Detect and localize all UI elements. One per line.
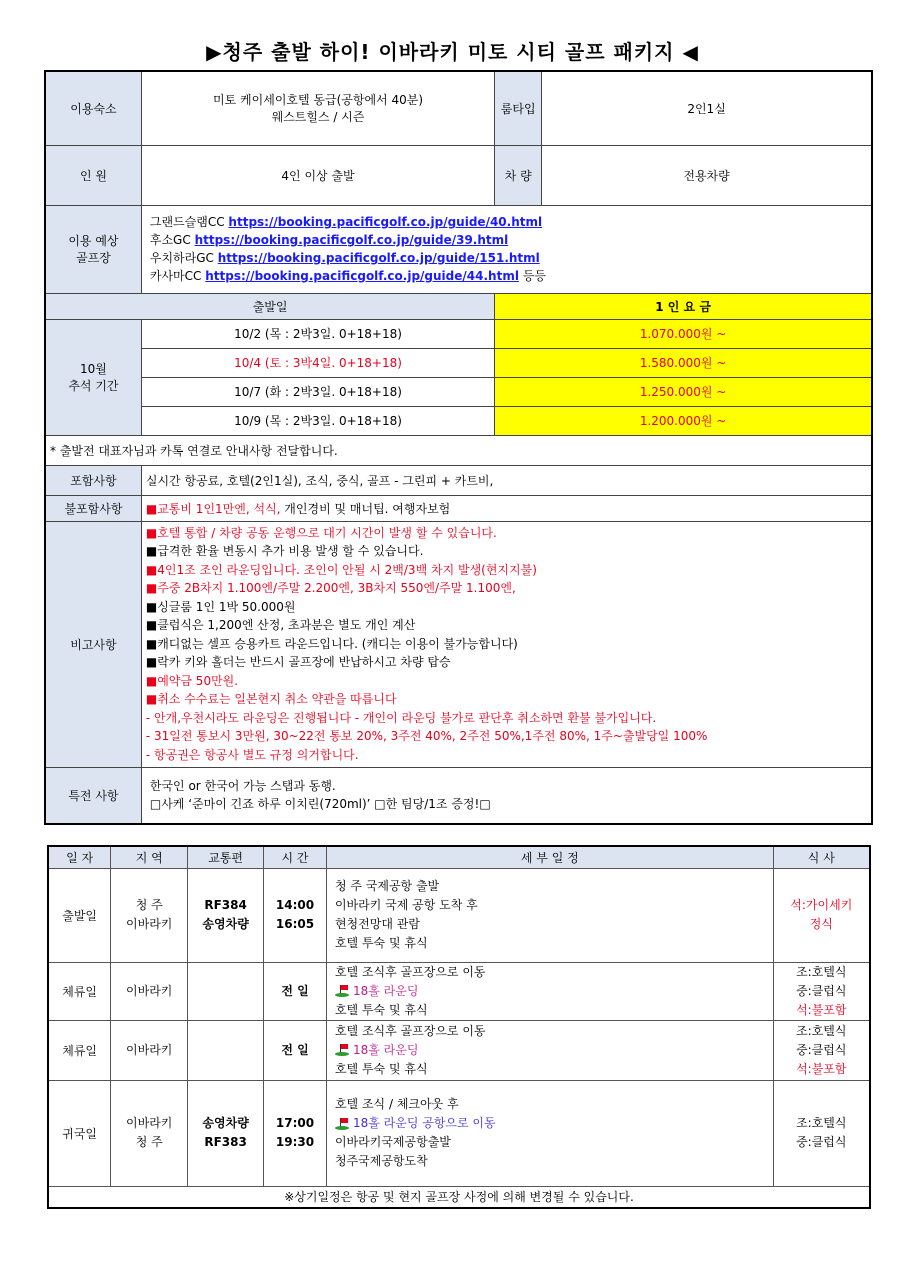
remark-text: - 31일전 통보시 3만원, 30~22전 통보 20%, 3주전 40%, 2주전 50%,1주전 80%, 1주~출발당일 100% xyxy=(145,729,708,744)
special-line1: 한국인 or 한국어 가능 스탭과 동행. xyxy=(149,779,336,794)
itinerary-time: 14:00 16:05 xyxy=(264,868,327,962)
itinerary-day: 체류일 xyxy=(48,1020,111,1080)
remark-line xyxy=(146,746,867,765)
departure-date: 10/9 (목 : 2박3일. 0+18+18) xyxy=(141,406,494,435)
hotel-label: 이용숙소 xyxy=(45,71,141,145)
itinerary-region: 이바라키 xyxy=(111,1020,188,1080)
golf-course-suffix: 등등 xyxy=(518,269,546,283)
excluded-label: 불포함사항 xyxy=(45,495,141,521)
golf-course-item xyxy=(150,231,867,249)
remark-text: 클럽식은 1,200엔 산정, 초과분은 별도 개인 계산 xyxy=(157,618,416,633)
bullet-icon: ■ xyxy=(145,525,158,540)
detail-line: 호텔 조식 / 체크아웃 후 xyxy=(334,1097,459,1111)
remark-text: 싱글룸 1인 1박 50.000원 xyxy=(157,599,296,614)
itinerary-day: 체류일 xyxy=(48,962,111,1020)
golf-course-link[interactable]: https://booking.pacificgolf.co.jp/guide/40.html xyxy=(228,215,543,229)
departure-date: 10/4 (토 : 3박4일. 0+18+18) xyxy=(141,348,494,377)
price-group-label-line2: 추석 기간 xyxy=(68,379,119,393)
remark-text: 주중 2B차지 1.100엔/주말 2.200엔, 3B차지 550엔/주말 1.100엔, xyxy=(157,581,516,596)
remark-line xyxy=(146,690,867,709)
remark-line xyxy=(146,727,867,746)
bullet-icon: ■ xyxy=(145,562,158,577)
itinerary-meals: 조:호텔식 중:클럽식 석:불포함 xyxy=(773,962,870,1020)
golf-flag-icon xyxy=(335,1118,349,1130)
special-label: 특전 사항 xyxy=(45,767,141,824)
itinerary-meals: 석:가이세키 정식 xyxy=(773,868,870,962)
itinerary-details xyxy=(326,962,773,1020)
remark-text: - 항공권은 항공사 별도 규정 의거합니다. xyxy=(145,747,359,762)
page-title: ▶청주 출발 하이! 이바라키 미토 시티 골프 패키지 ◀ xyxy=(206,40,699,64)
remark-text: - 안개,우천시라도 라운딩은 진행됩니다 - 개인이 라운딩 불가로 판단후 취소하면 환불 불가입니다. xyxy=(145,710,657,725)
departure-date: 10/7 (화 : 2박3일. 0+18+18) xyxy=(141,377,494,406)
excluded-black-text: 개인경비 및 매너팁. 여행자보험 xyxy=(280,501,451,516)
itinerary-details xyxy=(326,1020,773,1080)
golf-course-name: 카사마CC xyxy=(149,269,202,283)
golf-course-link[interactable]: https://booking.pacificgolf.co.jp/guide/44.html xyxy=(205,269,519,283)
included-label: 포함사항 xyxy=(45,465,141,495)
bullet-icon: ■ xyxy=(145,618,158,633)
itinerary-header-region: 지 역 xyxy=(111,846,188,868)
package-info-table: 이용숙소 미토 케이세이호텔 동급(공항에서 40분) 웨스트힐스 / 시즌 룸타입 2인1실 인 원 4인 이상 출발 차 량 전용차량 이용 예상 골프장 그랜드슬램CC https://booking.pacificgolf.co.jp/guide/40.html 후소GC https://booking.pacificgolf.co.jp/guide/39.html 우치하라GC https://booking.pacificgolf.co.jp/guide/151.html 카사마CC https://booking.pacificgolf.co.jp/guide/44.html 등등 출발일 1 인 요 금 10월 추석 기간 10/2 (목 : 2박3일. 0+18+18) 1.070.000원 ~ 10/4 (토 : 3박4일. 0+18+18) 1.580.000원 ~ 10/7 (화 : 2박3일. 0+18+18) 1.250.000원 ~ 10/9 (목 : 2박3일. 0+18+18) 1.200.000원 ~ * 출발전 대표자님과 카톡 연결로 안내사항 전달합니다. 포함사항 실시간 항공료, 호텔(2인1실), 조식, 중식, 골프 - 그린피 + 카트비, 불포함사항 ■교통비 1인1만엔, 석식, 개인경비 및 매너팁. 여행자보험 비고사항 ■호텔 통합 / 차량 공동 운행으로 대기 시간이 발생 할 수 있습니다. ■급격한 환율 변동시 추가 비용 발생 할 수 있습니다. ■4인1조 조인 라운딩입니다. 조인이 안될 시 2백/3백 차지 발생(현지지불) ■주중 2B차지 1.100엔/주말 2.200엔, 3B차지 550엔/주말 1.100엔, ■싱글룸 1인 1박 50.000원 ■클럽식은 1,200엔 산정, 초과분은 별도 개인 계산 ■캐디없는 셀프 승용카트 라운드입니다. (캐디는 이용이 불가능합니다) ■락카 키와 홀더는 반드시 골프장에 반납하시고 차량 탑승 ■예약금 50만원. ■취소 수수료는 일본현지 취소 약관을 따릅니다 - 안개,우천시라도 라운딩은 진행됩니다 - 개인이 라운딩 불가로 판단후 취소하면 환불 불가입니다. - 31일전 통보시 3만원, 30~22전 통보 20%, 3주전 40%, 2주전 50%,1주전 80%, 1주~출발당일 100% - 항공권은 항공사 별도 규정 의거합니다. 특전 사항 한국인 or 한국어 가능 스탭과 동행. □사케 ‘준마이 긴죠 하루 이치린(720ml)’ □한 팀당/1조 증정!□ xyxy=(44,70,873,825)
price-value: 1.250.000원 ~ xyxy=(495,377,872,406)
itinerary-header-date: 일 자 xyxy=(48,846,111,868)
bullet-icon: ■ xyxy=(145,581,158,596)
detail-line: 청 주 국제공항 출발 xyxy=(334,879,440,893)
itinerary-time: 17:00 19:30 xyxy=(264,1080,327,1186)
bullet-icon: ■ xyxy=(145,544,158,559)
remark-line xyxy=(146,524,867,543)
itinerary-time: 전 일 xyxy=(264,962,327,1020)
included-value: 실시간 항공료, 호텔(2인1실), 조식, 중식, 골프 - 그린피 + 카트비, xyxy=(141,465,872,495)
remark-text: 예약금 50만원. xyxy=(157,673,239,688)
remark-line xyxy=(146,635,867,654)
detail-line: 호텔 조식후 골프장으로 이동 xyxy=(334,1023,486,1038)
bullet-icon: ■ xyxy=(145,673,158,688)
golf-course-name: 우치하라GC xyxy=(149,251,214,265)
remark-text: 락카 키와 홀더는 반드시 골프장에 반납하시고 차량 탑승 xyxy=(157,655,451,670)
room-type-value: 2인1실 xyxy=(542,71,872,145)
itinerary-row xyxy=(48,868,870,962)
itinerary-region: 이바라키 청 주 xyxy=(111,1080,188,1186)
itinerary-details xyxy=(326,1080,773,1186)
itinerary-table xyxy=(47,845,871,1209)
itinerary-transport: 송영차량 RF383 xyxy=(188,1080,264,1186)
remark-line xyxy=(146,709,867,728)
detail-line: 호텔 투숙 및 휴식 xyxy=(334,1002,428,1017)
remark-text: 호텔 통합 / 차량 공동 운행으로 대기 시간이 발생 할 수 있습니다. xyxy=(157,525,497,540)
bullet-icon: ■ xyxy=(145,655,158,670)
golf-course-label-line2: 골프장 xyxy=(76,251,111,265)
detail-line: 청주국제공항도착 xyxy=(334,1154,428,1168)
detail-line: 호텔 조식후 골프장으로 이동 xyxy=(334,964,486,979)
room-type-label: 룸타입 xyxy=(495,71,542,145)
detail-line: 이바라키 국제 공항 도착 후 xyxy=(334,898,478,912)
excluded-red-text: 교통비 1인1만엔, 석식, xyxy=(157,501,281,516)
golf-course-name: 후소GC xyxy=(149,233,191,247)
detail-line: 호텔 투숙 및 휴식 xyxy=(334,1061,428,1076)
remark-line xyxy=(146,653,867,672)
price-value: 1.070.000원 ~ xyxy=(495,319,872,348)
special-line2: □사케 ‘준마이 긴죠 하루 이치린(720ml)’ □한 팀당/1조 증정!□ xyxy=(149,797,491,812)
remark-line xyxy=(146,598,867,617)
remark-line xyxy=(146,616,867,635)
remark-text: 캐디없는 셀프 승용카트 라운드입니다. (캐디는 이용이 불가능합니다) xyxy=(157,636,518,651)
detail-line: 호텔 투숙 및 휴식 xyxy=(334,936,428,950)
kakao-note: * 출발전 대표자님과 카톡 연결로 안내사항 전달합니다. xyxy=(45,435,872,465)
itinerary-meals: 조:호텔식 중:클럽식 석:불포함 xyxy=(773,1020,870,1080)
itinerary-transport: RF384 송영차량 xyxy=(188,868,264,962)
hotel-value-line2: 웨스트힐스 / 시즌 xyxy=(271,110,365,125)
itinerary-time: 전 일 xyxy=(264,1020,327,1080)
itinerary-region: 이바라키 xyxy=(111,962,188,1020)
itinerary-row xyxy=(48,1020,870,1080)
itinerary-footer-note: ※상기일정은 항공 및 현지 골프장 사정에 의해 변경될 수 있습니다. xyxy=(48,1186,870,1208)
itinerary-header-details: 세 부 일 정 xyxy=(326,846,773,868)
golf-course-link[interactable]: https://booking.pacificgolf.co.jp/guide/39.html xyxy=(194,233,509,247)
detail-line: 18홀 라운딩 xyxy=(335,982,769,1001)
price-header: 1 인 요 금 xyxy=(495,293,872,319)
remark-line xyxy=(146,561,867,580)
itinerary-header-transport: 교통편 xyxy=(188,846,264,868)
itinerary-day: 출발일 xyxy=(48,868,111,962)
itinerary-region: 청 주 이바라키 xyxy=(111,868,188,962)
itinerary-header-meals: 식 사 xyxy=(773,846,870,868)
remark-text: 4인1조 조인 라운딩입니다. 조인이 안될 시 2백/3백 차지 발생(현지지불) xyxy=(157,562,537,577)
golf-course-link[interactable]: https://booking.pacificgolf.co.jp/guide/151.html xyxy=(217,251,540,265)
detail-line: 18홀 라운딩 공항으로 이동 xyxy=(335,1114,769,1133)
golf-course-list xyxy=(141,205,872,293)
golf-course-name: 그랜드슬램CC xyxy=(149,215,225,229)
golf-course-item xyxy=(150,249,867,267)
golf-flag-icon xyxy=(335,1044,349,1056)
people-label: 인 원 xyxy=(45,145,141,205)
detail-line: 현청전망대 관람 xyxy=(334,917,420,931)
remark-line xyxy=(146,672,867,691)
detail-line: 이바라키국제공항출발 xyxy=(334,1135,451,1149)
price-value: 1.580.000원 ~ xyxy=(495,348,872,377)
golf-flag-icon xyxy=(335,985,349,997)
bullet-icon: ■ xyxy=(145,692,158,707)
vehicle-label: 차 량 xyxy=(495,145,542,205)
itinerary-transport xyxy=(188,962,264,1020)
remark-line xyxy=(146,542,867,561)
golf-course-label-line1: 이용 예상 xyxy=(68,234,119,248)
detail-line: 18홀 라운딩 xyxy=(335,1041,769,1060)
itinerary-transport xyxy=(188,1020,264,1080)
itinerary-header-time: 시 간 xyxy=(264,846,327,868)
remark-text: 급격한 환율 변동시 추가 비용 발생 할 수 있습니다. xyxy=(157,544,424,559)
itinerary-meals: 조:호텔식 중:클럽식 xyxy=(773,1080,870,1186)
bullet-icon: ■ xyxy=(145,636,158,651)
golf-course-item xyxy=(150,213,867,231)
remark-text: 취소 수수료는 일본현지 취소 약관을 따릅니다 xyxy=(157,692,397,707)
hotel-value-line1: 미토 케이세이호텔 동급(공항에서 40분) xyxy=(213,93,424,108)
people-value: 4인 이상 출발 xyxy=(141,145,494,205)
price-group-label-line1: 10월 xyxy=(80,362,107,376)
itinerary-row xyxy=(48,962,870,1020)
vehicle-value: 전용차량 xyxy=(542,145,872,205)
bullet-icon: ■ xyxy=(145,599,158,614)
remarks-list xyxy=(141,521,872,767)
itinerary-details xyxy=(326,868,773,962)
golf-course-item xyxy=(150,267,867,285)
departure-header: 출발일 xyxy=(45,293,495,319)
price-value: 1.200.000원 ~ xyxy=(495,406,872,435)
itinerary-row xyxy=(48,1080,870,1186)
itinerary-day: 귀국일 xyxy=(48,1080,111,1186)
departure-date: 10/2 (목 : 2박3일. 0+18+18) xyxy=(141,319,494,348)
remark-line xyxy=(146,579,867,598)
remarks-label: 비고사항 xyxy=(45,521,141,767)
